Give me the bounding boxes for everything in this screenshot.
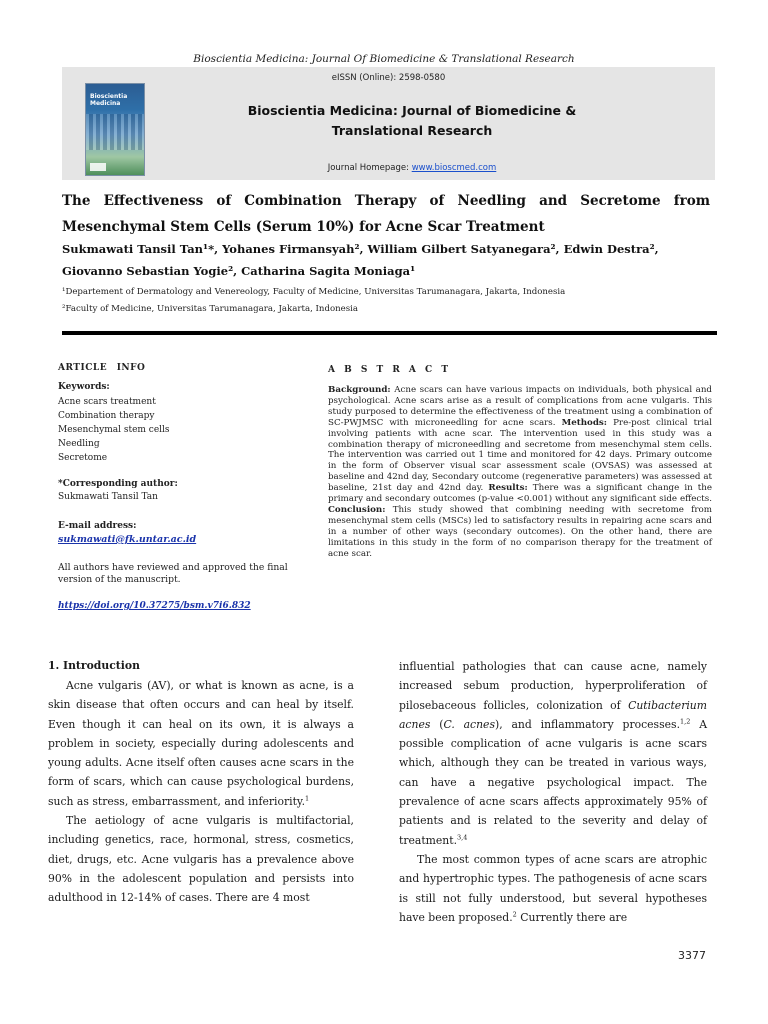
paragraph-text: The most common types of acne scars are atrophic and hypertrophic types. The pathogenesis of acne scars is still not fully understood, but several hypotheses have been proposed.	[399, 852, 707, 924]
journal-homepage	[192, 163, 632, 173]
keyword-item: Combination therapy	[58, 411, 155, 421]
citation-ref: 1,2	[680, 717, 691, 726]
journal-title	[192, 101, 632, 141]
body-paragraph	[48, 676, 354, 811]
abstract-methods: Pre-post clinical trial involving patients with acne scar. The intervention used in this study was a combination therapy of microneedling and secretome from mesenchymal stem cells. The intervention was carried out 1 time and monitored for 42 days. Primary outcome in the form of Observer visual scar assessment scale (OVSAS) was assessed at baseline and 42nd day, Secondary outcome (regenerative parameters) was assessed at baseline, 21st day and 42nd day.	[328, 417, 713, 494]
abstract-background-label: Background:	[328, 385, 391, 395]
abstract-background: Acne scars can have various impacts on individuals, both physical and psychological. Acne scars arise as a result of complications from acne vulgaris. This study purposed to determine the effectiveness of the treatment using a combination of SC-PWJMSC with microneedling for acne scars.	[328, 385, 712, 428]
body-paragraph: The aetiology of acne vulgaris is multifactorial, including genetics, race, hormonal, stress, cosmetics, diet, drugs, etc. Acne vulgaris has a prevalence above 90% in the adolescent population and persists into adulthood in 12-14% of cases. There are 4 most	[48, 814, 354, 905]
doi-link[interactable]: https://doi.org/10.37275/bsm.v7i6.832	[58, 601, 251, 611]
paragraph-text: A possible complication of acne vulgaris is acne scars which, although they can be treated in various ways, can have a negative psychological impact. The prevalence of acne scars affects approximately 95% of patients and is related to the severity and delay of treatment.	[399, 717, 707, 847]
abstract-conclusion: This study showed that combining needing with secretome from mesenchymal stem cells (MSCs) led to satisfactory results in repairing acne scars and in a number of other ways (secondary outcomes). On the other hand, there are limitations in this study in the form of no comparison therapy for the treatment of acne scar.	[328, 504, 712, 559]
article-info-panel	[58, 363, 308, 611]
journal-title-line1: Bioscientia Medicina: Journal of Biomedicine &	[247, 103, 577, 118]
cover-graphic	[86, 114, 144, 150]
corresponding-author-name: Sukmawati Tansil Tan	[58, 492, 158, 502]
homepage-label: Journal Homepage:	[327, 163, 412, 173]
affiliation-1: ¹Departement of Dermatology and Venereology, Faculty of Medicine, Universitas Tarumanagara, Jakarta, Indonesia	[62, 287, 566, 297]
article-info-heading: ARTICLE INFO	[58, 363, 146, 373]
abstract-heading: A B S T R A C T	[328, 365, 452, 375]
journal-banner	[62, 67, 715, 180]
keyword-item: Needling	[58, 439, 100, 449]
abstract-conclusion-label: Conclusion:	[328, 504, 386, 515]
body-paragraph	[399, 850, 707, 927]
body-column-left	[48, 657, 354, 908]
paper-title: The Effectiveness of Combination Therapy of Needling and Secretome from Mesenchymal Stem Cells (Serum 10%) for Acne Scar Treatment	[62, 193, 710, 235]
corresponding-author-label: *Corresponding author:	[58, 479, 178, 489]
paragraph-text: Currently there are	[516, 910, 628, 924]
email-label: E-mail address:	[58, 521, 137, 531]
citation-ref: 1	[305, 794, 310, 803]
body-column-right	[399, 657, 707, 927]
cover-title: Bioscientia Medicina	[90, 93, 128, 107]
author-list	[62, 238, 710, 282]
keywords-label: Keywords:	[58, 382, 110, 392]
keyword-item: Mesenchymal stem cells	[58, 425, 170, 435]
species-abbrev: C. acnes	[443, 717, 495, 731]
abstract-results-label: Results:	[488, 483, 528, 494]
keyword-item: Secretome	[58, 453, 108, 463]
paragraph-text: influential pathologies that can cause acne, namely increased sebum production, hyperproliferation of pilosebaceous follicles, colonization of	[399, 660, 707, 712]
page-number: 3377	[678, 949, 706, 962]
journal-title-line2: Translational Research	[331, 123, 493, 138]
header-divider	[62, 331, 717, 335]
authors-line2: Giovanno Sebastian Yogie², Catharina Sagita Moniaga¹	[62, 264, 416, 278]
abstract-results: There was a significant change in the primary and secondary outcomes (p-value <0.001) without any significant side effects.	[328, 483, 713, 505]
cover-logo-icon	[90, 163, 106, 171]
email-link[interactable]: sukmawati@fk.untar.ac.id	[58, 534, 197, 545]
citation-ref: 2	[512, 910, 517, 919]
running-header: Bioscientia Medicina: Journal Of Biomedicine & Translational Research	[193, 53, 575, 65]
abstract-panel	[328, 365, 712, 560]
approval-note: All authors have reviewed and approved the final version of the manuscript.	[58, 562, 288, 585]
keyword-item: Acne scars treatment	[58, 397, 156, 407]
eissn-text: eISSN (Online): 2598-0580	[331, 73, 446, 83]
authors-line1: Sukmawati Tansil Tan¹*, Yohanes Firmansyah², William Gilbert Satyanegara², Edwin Destra²,	[62, 242, 659, 256]
paragraph-text: (	[430, 717, 444, 731]
paragraph-text: Acne vulgaris (AV), or what is known as acne, is a skin disease that often occurs and can heal by itself. Even though it can heal on its own, it is always a problem in society, especially during adolescents and young adults. Acne itself often causes acne scars in the form of scars, which can cause psychological burdens, such as stress, embarrassment, and inferiority.	[48, 679, 354, 808]
abstract-methods-label: Methods:	[561, 417, 608, 428]
citation-ref: 3,4	[457, 833, 468, 842]
homepage-link[interactable]: www.bioscmed.com	[411, 163, 497, 173]
abstract-text	[328, 385, 712, 560]
affiliation-2: ²Faculty of Medicine, Universitas Tarumanagara, Jakarta, Indonesia	[62, 304, 359, 314]
species-name: Cutibacterium acnes	[399, 698, 707, 731]
body-paragraph	[399, 657, 707, 850]
section-heading-introduction: 1. Introduction	[48, 659, 140, 672]
paragraph-text: ), and inflammatory processes.	[494, 717, 680, 731]
journal-cover-image	[85, 83, 145, 176]
